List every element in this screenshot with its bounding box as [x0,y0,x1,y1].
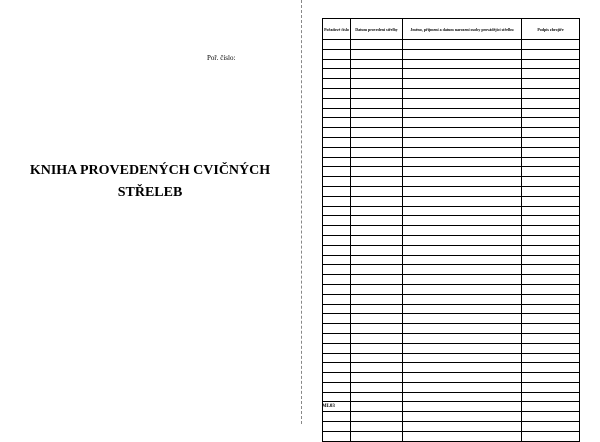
table-row [323,108,580,118]
header-order-number: Pořadové číslo [323,19,351,40]
table-cell [351,88,403,98]
table-cell [351,333,403,343]
table-cell [403,157,522,167]
table-cell [522,275,580,285]
table-cell [323,59,351,69]
table-row [323,343,580,353]
table-body [323,40,580,442]
table-cell [351,59,403,69]
table-cell [323,324,351,334]
table-cell [522,373,580,383]
table-row [323,431,580,441]
table-cell [403,186,522,196]
table-cell [403,137,522,147]
table-row [323,79,580,89]
table-cell [522,363,580,373]
table-cell [323,216,351,226]
table-cell [351,304,403,314]
table-header-row [323,19,580,40]
table-cell [403,382,522,392]
table-cell [323,314,351,324]
table-cell [323,373,351,383]
table-cell [351,49,403,59]
table-cell [403,40,522,50]
table-cell [323,69,351,79]
table-cell [522,412,580,422]
table-cell [403,196,522,206]
table-cell [403,98,522,108]
table-cell [351,284,403,294]
table-cell [351,294,403,304]
table-cell [323,333,351,343]
table-cell [403,128,522,138]
table-cell [403,79,522,89]
table-cell [522,40,580,50]
table-cell [403,108,522,118]
table-cell [522,206,580,216]
table-cell [323,128,351,138]
table-cell [403,422,522,432]
table-cell [351,98,403,108]
table-cell [403,88,522,98]
table-cell [323,412,351,422]
table-cell [522,128,580,138]
table-cell [403,402,522,412]
table-cell [403,147,522,157]
table-cell [351,157,403,167]
table-cell [351,137,403,147]
table-cell [403,255,522,265]
table-cell [323,392,351,402]
table-cell [351,275,403,285]
table-cell [351,402,403,412]
table-cell [351,265,403,275]
table-cell [351,245,403,255]
table-row [323,128,580,138]
header-date: Datum provedení střelby [351,19,403,40]
table-row [323,40,580,50]
table-cell [351,422,403,432]
table-cell [323,284,351,294]
table-cell [522,137,580,147]
table-cell [351,216,403,226]
table-cell [323,382,351,392]
table-cell [351,79,403,89]
table-cell [403,294,522,304]
table-cell [522,177,580,187]
table-cell [522,333,580,343]
table-cell [522,402,580,412]
table-cell [323,294,351,304]
table-cell [403,353,522,363]
order-number-label: Poř. číslo: [207,54,236,62]
table-cell [351,343,403,353]
table-row [323,265,580,275]
table-cell [351,392,403,402]
table-cell [323,137,351,147]
table-row [323,147,580,157]
table-cell [403,49,522,59]
table-cell [522,108,580,118]
table-row [323,412,580,422]
table-cell [522,147,580,157]
table-cell [323,118,351,128]
table-cell [403,343,522,353]
document-title [20,160,280,204]
table-row [323,167,580,177]
table-row [323,245,580,255]
table-cell [351,108,403,118]
left-page [0,0,300,424]
table-cell [522,382,580,392]
table-cell [522,118,580,128]
table-cell [403,69,522,79]
table-cell [522,255,580,265]
table-row [323,304,580,314]
table-cell [403,412,522,422]
table-cell [522,49,580,59]
form-code: MI.03 [322,404,335,409]
table-row [323,88,580,98]
table-cell [351,69,403,79]
table-row [323,186,580,196]
table-row [323,284,580,294]
title-line-2: STŘELEB [117,185,183,200]
table-cell [522,284,580,294]
title-line-1: KNIHA PROVEDENÝCH CVIČNÝCH [29,163,271,178]
table-cell [403,216,522,226]
table-cell [403,167,522,177]
table-cell [522,59,580,69]
table-row [323,333,580,343]
table-cell [522,79,580,89]
table-cell [323,422,351,432]
header-signature: Podpis zbrojíře [522,19,580,40]
table-row [323,382,580,392]
table-row [323,373,580,383]
table-cell [351,382,403,392]
table-cell [323,255,351,265]
table-cell [323,186,351,196]
table-cell [323,167,351,177]
table-cell [323,157,351,167]
table-row [323,137,580,147]
table-cell [522,304,580,314]
table-cell [323,235,351,245]
table-cell [351,196,403,206]
table-cell [403,226,522,236]
table-row [323,59,580,69]
table-cell [351,177,403,187]
table-cell [403,392,522,402]
table-cell [522,88,580,98]
table-row [323,402,580,412]
table-cell [323,343,351,353]
table-row [323,235,580,245]
table-cell [351,255,403,265]
table-cell [323,40,351,50]
table-cell [522,186,580,196]
table-cell [323,98,351,108]
table-cell [403,324,522,334]
table-cell [522,69,580,79]
table-row [323,49,580,59]
table-cell [351,235,403,245]
table-cell [323,147,351,157]
table-cell [323,88,351,98]
table-row [323,314,580,324]
table-cell [351,314,403,324]
table-cell [323,431,351,441]
table-row [323,363,580,373]
table-cell [323,226,351,236]
table-cell [323,363,351,373]
table-cell [522,245,580,255]
table-cell [403,363,522,373]
table-cell [522,294,580,304]
table-cell [323,206,351,216]
table-cell [323,245,351,255]
table-cell [351,118,403,128]
table-cell [351,128,403,138]
table-cell [323,265,351,275]
table-row [323,294,580,304]
table-cell [403,304,522,314]
table-cell [351,226,403,236]
table-row [323,206,580,216]
table-cell [323,49,351,59]
table-cell [522,314,580,324]
table-cell [403,333,522,343]
table-row [323,392,580,402]
table-cell [351,324,403,334]
table-cell [403,235,522,245]
table-cell [403,373,522,383]
table-row [323,422,580,432]
table-cell [351,167,403,177]
table-row [323,324,580,334]
table-cell [522,265,580,275]
table-cell [522,392,580,402]
table-cell [522,324,580,334]
table-row [323,255,580,265]
table-cell [403,59,522,69]
table-cell [403,206,522,216]
table-cell [351,206,403,216]
table-cell [351,373,403,383]
table-row [323,353,580,363]
table-cell [323,304,351,314]
table-cell [522,431,580,441]
table-cell [403,284,522,294]
right-page [302,0,600,424]
table-cell [351,40,403,50]
table-cell [522,167,580,177]
table-row [323,118,580,128]
table-row [323,196,580,206]
table-cell [403,177,522,187]
table-cell [522,226,580,236]
table-row [323,275,580,285]
table-row [323,157,580,167]
shooting-log-table [322,18,580,442]
table-cell [522,216,580,226]
table-cell [522,196,580,206]
table-cell [403,118,522,128]
table-row [323,69,580,79]
table-cell [323,353,351,363]
table-cell [522,98,580,108]
table-row [323,98,580,108]
table-cell [323,196,351,206]
table-cell [351,353,403,363]
table-cell [351,431,403,441]
table-cell [403,275,522,285]
table-cell [351,412,403,422]
table-cell [323,108,351,118]
header-person: Jméno, příjmení a datum narození osoby provádějící střelbu [403,19,522,40]
table-row [323,226,580,236]
table-cell [522,422,580,432]
table-row [323,177,580,187]
table-cell [351,186,403,196]
table-cell [323,275,351,285]
table-cell [351,363,403,373]
table-cell [522,235,580,245]
table-cell [522,353,580,363]
table-cell [522,343,580,353]
table-cell [403,431,522,441]
table-cell [323,79,351,89]
table-cell [323,177,351,187]
table-cell [403,314,522,324]
table-cell [403,245,522,255]
table-cell [522,157,580,167]
table-cell [403,265,522,275]
table-cell [351,147,403,157]
table-row [323,216,580,226]
